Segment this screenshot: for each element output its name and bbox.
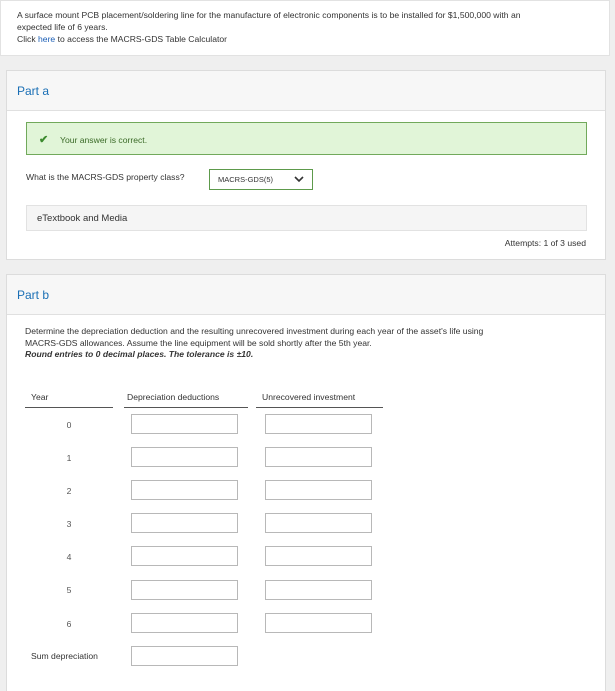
success-text: Your answer is correct. bbox=[60, 135, 148, 145]
calculator-link-row bbox=[17, 33, 597, 45]
unrecovered-input-year-1[interactable] bbox=[265, 447, 372, 467]
depreciation-input-year-6[interactable] bbox=[131, 613, 238, 633]
select-value: MACRS-GDS(5) bbox=[218, 175, 274, 184]
sum-depreciation-label: Sum depreciation bbox=[31, 651, 98, 661]
correct-answer-banner bbox=[26, 122, 587, 155]
unrecovered-input-year-2[interactable] bbox=[265, 480, 372, 500]
instruction-line1: Determine the depreciation deduction and the resulting unrecovered investment during each year of the asset's life using bbox=[25, 326, 484, 336]
year-label: 3 bbox=[66, 519, 72, 529]
unrec-header-rule bbox=[256, 407, 383, 408]
year-label: 6 bbox=[66, 619, 72, 629]
year-header-rule bbox=[25, 407, 113, 408]
depreciation-input-year-2[interactable] bbox=[131, 480, 238, 500]
problem-text-line1: A surface mount PCB placement/soldering line for the manufacture of electronic components is to be installed for $1,500,000 with an bbox=[17, 10, 521, 20]
chevron-down-icon bbox=[294, 172, 304, 189]
unrecovered-input-year-4[interactable] bbox=[265, 546, 372, 566]
macrs-calculator-link[interactable]: here bbox=[38, 34, 56, 44]
problem-text-line2: expected life of 6 years. bbox=[17, 22, 108, 32]
unrecovered-column-header: Unrecovered investment bbox=[262, 392, 356, 402]
property-class-question: What is the MACRS-GDS property class? bbox=[26, 172, 185, 182]
year-label: 4 bbox=[66, 552, 72, 562]
click-suffix: to access the MACRS-GDS Table Calculator bbox=[55, 34, 228, 44]
depreciation-column-header: Depreciation deductions bbox=[127, 392, 220, 402]
etextbook-media-toggle[interactable]: eTextbook and Media bbox=[26, 205, 587, 231]
attempts-counter: Attempts: 1 of 3 used bbox=[504, 238, 586, 248]
depreciation-input-year-1[interactable] bbox=[131, 447, 238, 467]
part-a-card bbox=[6, 70, 606, 260]
dep-header-rule bbox=[124, 407, 248, 408]
depreciation-input-year-5[interactable] bbox=[131, 580, 238, 600]
year-column-header: Year bbox=[31, 392, 49, 402]
unrecovered-input-year-5[interactable] bbox=[265, 580, 372, 600]
depreciation-input-year-4[interactable] bbox=[131, 546, 238, 566]
click-prefix: Click bbox=[17, 34, 39, 44]
sum-depreciation-input[interactable] bbox=[131, 646, 238, 666]
year-label: 0 bbox=[66, 420, 72, 430]
unrecovered-input-year-3[interactable] bbox=[265, 513, 372, 533]
unrecovered-input-year-0[interactable] bbox=[265, 414, 372, 434]
depreciation-input-year-0[interactable] bbox=[131, 414, 238, 434]
year-label: 5 bbox=[66, 585, 72, 595]
instruction-line2: MACRS-GDS allowances. Assume the line equipment will be sold shortly after the 5th year. bbox=[25, 337, 372, 348]
property-class-select[interactable] bbox=[209, 169, 313, 190]
rounding-note: Round entries to 0 decimal places. The tolerance is ±10. bbox=[25, 349, 254, 359]
check-icon: ✔ bbox=[39, 134, 49, 146]
year-label: 1 bbox=[66, 453, 72, 463]
part-b-title: Part b bbox=[7, 275, 605, 315]
year-label: 2 bbox=[66, 486, 72, 496]
unrecovered-input-year-6[interactable] bbox=[265, 613, 372, 633]
part-b-card bbox=[6, 274, 606, 691]
problem-statement bbox=[0, 0, 610, 56]
part-a-title: Part a bbox=[7, 71, 605, 111]
part-b-instructions bbox=[25, 326, 585, 361]
depreciation-input-year-3[interactable] bbox=[131, 513, 238, 533]
